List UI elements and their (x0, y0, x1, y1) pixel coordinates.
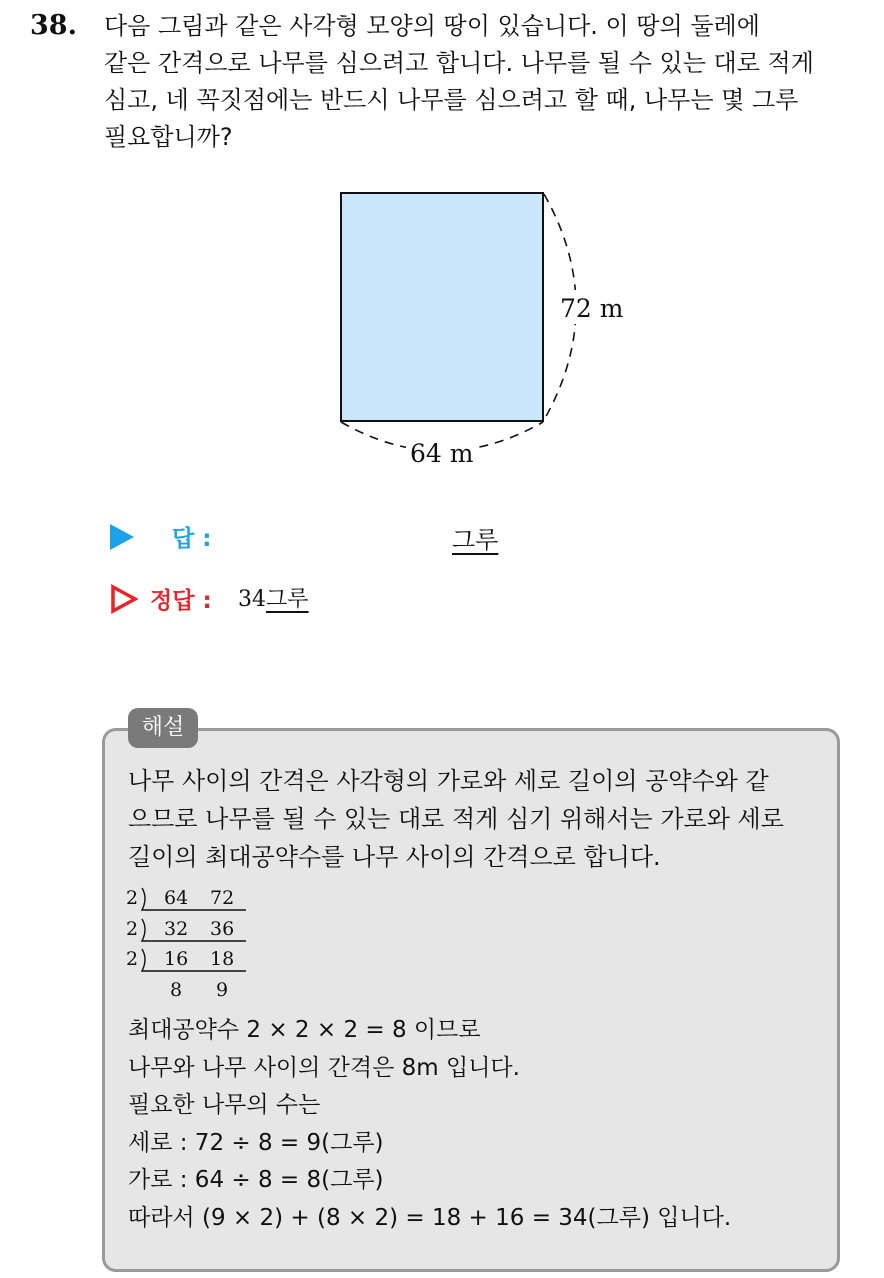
division-value: 72 (210, 887, 235, 909)
rectangle-figure (330, 180, 650, 480)
division-value: 16 (164, 948, 189, 970)
answer-unit: 그루 (452, 526, 499, 554)
solution-step: 필요한 나무의 수는 (128, 1092, 321, 1118)
correct-answer-value (238, 582, 309, 613)
division-quotient: 9 (216, 979, 229, 1001)
division-value: 18 (210, 948, 235, 970)
play-icon (110, 524, 134, 550)
solution-step: 최대공약수 2 × 2 × 2 = 8 이므로 (128, 1017, 481, 1043)
solution-line: 나무 사이의 간격은 사각형의 가로와 세로 길이의 공약수와 같 (128, 767, 769, 795)
division-quotient: 8 (170, 979, 183, 1001)
width-label: 64 m (410, 439, 474, 468)
solution-steps (128, 1012, 828, 1237)
correct-answer-label: 정답 : (150, 588, 212, 614)
correct-answer-number: 34 (238, 587, 266, 612)
solution-step: 따라서 (9 × 2) + (8 × 2) = 18 + 16 = 34(그루) 입니다. (128, 1204, 732, 1231)
division-divisor: 2 (126, 948, 139, 970)
division-divisor: 2 (126, 887, 139, 909)
division-divisor: 2 (126, 918, 139, 940)
play-outline-icon (110, 584, 138, 614)
division-value: 64 (164, 887, 189, 909)
division-value: 36 (210, 918, 235, 940)
solution-step: 나무와 나무 사이의 간격은 8m 입니다. (128, 1054, 520, 1081)
question-number: 38. (30, 10, 77, 41)
question-text (104, 8, 864, 156)
solution-step: 세로 : 72 ÷ 8 = 9(그루) (128, 1129, 384, 1156)
solution-line: 길이의 최대공약수를 나무 사이의 간격으로 합니다. (128, 843, 661, 871)
division-value: 32 (164, 918, 189, 940)
answer-label: 답 : (172, 526, 212, 552)
correct-answer-row (110, 580, 610, 620)
land-rectangle (341, 193, 543, 421)
correct-answer-unit: 그루 (266, 587, 309, 612)
question-line: 다음 그림과 같은 사각형 모양의 땅이 있습니다. 이 땅의 둘레에 (104, 12, 760, 40)
question-line: 필요합니까? (104, 123, 233, 151)
question-line: 같은 간격으로 나무를 심으려고 합니다. 나무를 될 수 있는 대로 적게 (104, 49, 814, 77)
ladder-division (124, 884, 264, 1004)
solution-line: 으므로 나무를 될 수 있는 대로 적게 심기 위해서는 가로와 세로 (128, 805, 784, 833)
question-line: 심고, 네 꼭짓점에는 반드시 나무를 심으려고 할 때, 나무는 몇 그루 (104, 86, 799, 114)
answer-row (110, 518, 610, 558)
solution-step: 가로 : 64 ÷ 8 = 8(그루) (128, 1167, 384, 1193)
solution-tab: 해설 (128, 708, 198, 748)
solution-paragraph (128, 762, 828, 876)
height-label: 72 m (560, 294, 624, 323)
